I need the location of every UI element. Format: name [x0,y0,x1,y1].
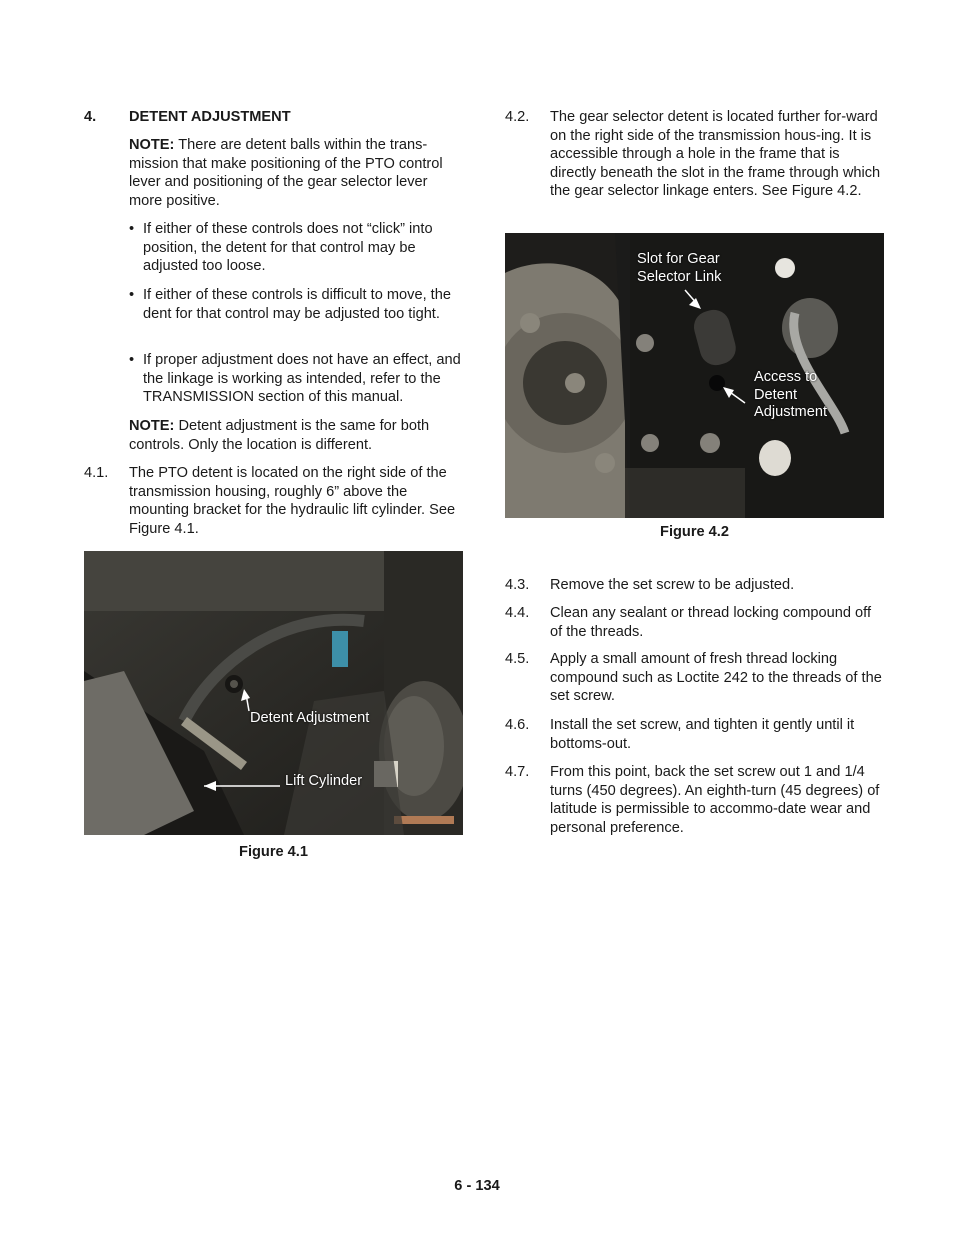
note-paragraph [129,417,464,454]
figure-4-1-photo [84,551,463,835]
note-label: NOTE: [129,137,175,153]
callout-access-detent: Access to Detent Adjustment [754,369,828,420]
step-number: 4.4. [505,605,530,621]
note-text: Detent adjustment is the same for both controls. Only the location is different. [129,418,430,453]
section-title: DETENT ADJUSTMENT [129,109,291,125]
step-number: 4.3. [505,577,530,593]
bullet-text: If either of these controls is difficult to move, the dent for that control may be adjusted too tight. [143,287,451,322]
callout-lift-cylinder: Lift Cylinder [285,773,363,789]
note-paragraph [129,136,464,210]
figure-4-2-caption: Figure 4.2 [660,524,729,540]
transmission-photo-illustration [84,551,463,835]
step-number: 4.1. [84,465,109,481]
bullet-icon: • [129,287,135,303]
section-number: 4. [84,109,97,125]
figure-4-2-photo [505,233,884,518]
bullet-item [129,220,465,276]
note-label: NOTE: [129,418,175,434]
bullet-text: If proper adjustment does not have an effect, and the linkage is working as intended, refer to the TRANSMISSION section of this manual. [143,352,461,406]
bullet-icon: • [129,352,135,368]
step-text: From this point, back the set screw out 1 and 1/4 turns (450 degrees). An eighth-turn (45 degrees) of latitude is permissible to accommo-date wear and personal preference. [550,764,880,836]
step-text: The gear selector detent is located further for-ward on the right side of the transmission hous-ing. It is accessible through a hole in the frame that is directly beneath the slot in the frame through which the gear selector linkage enters. See Figure 4.2. [550,109,881,200]
step-number: 4.7. [505,764,530,780]
note-text: There are detent balls within the trans-mission that make positioning of the PTO control lever and positioning of the gear selector lever more positive. [129,137,443,209]
callout-detent-adjustment: Detent Adjustment [250,710,370,726]
bullet-item [129,351,465,407]
step-text: The PTO detent is located on the right side of the transmission housing, roughly 6” above the mounting bracket for the hydraulic lift cylinder. See Figure 4.1. [129,465,456,537]
callout-slot-gear-selector: Slot for Gear Selector Link [637,251,722,285]
figure-4-1-caption: Figure 4.1 [239,844,308,860]
page-number: 6 - 134 [454,1178,500,1194]
step-text: Apply a small amount of fresh thread locking compound such as Loctite 242 to the threads of the set screw. [550,651,882,705]
step-number: 4.2. [505,109,530,125]
step-text: Clean any sealant or thread locking compound off of the threads. [550,605,871,640]
bullet-item [129,286,465,323]
step-number: 4.5. [505,651,530,667]
bullet-icon: • [129,221,135,237]
bullet-text: If either of these controls does not “click” into position, the detent for that control may be adjusted too loose. [143,221,433,275]
step-text: Remove the set screw to be adjusted. [550,577,795,593]
step-number: 4.6. [505,717,530,733]
step-text: Install the set screw, and tighten it gently until it bottoms-out. [550,717,855,752]
